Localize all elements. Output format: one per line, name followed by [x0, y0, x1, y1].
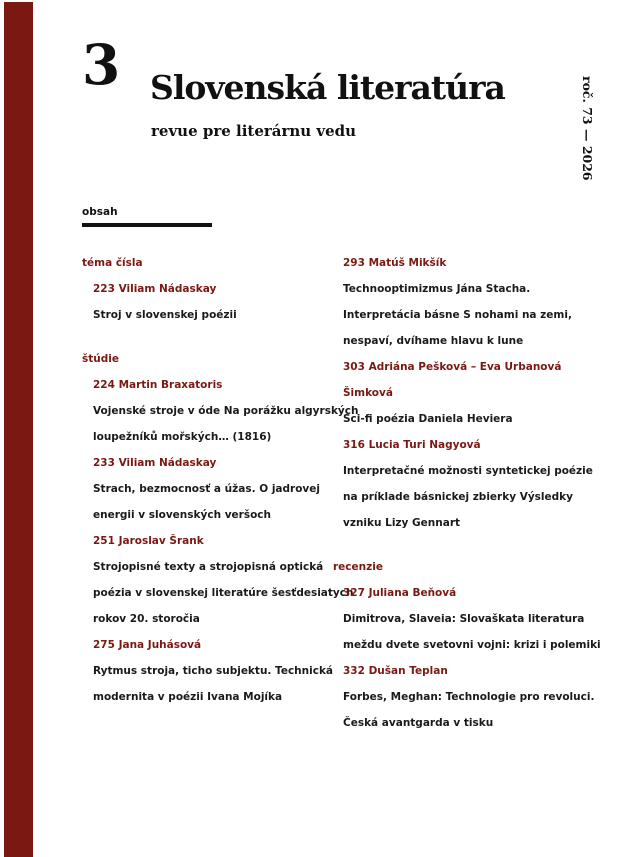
toc-author[interactable]: 233 Viliam Nádaskay	[93, 457, 217, 469]
toc-article-title[interactable]: Strojopisné texty a strojopisná optická	[93, 561, 324, 573]
toc-article-title[interactable]: na príklade básnickej zbierky Výsledky	[343, 491, 573, 503]
toc-author[interactable]: 293 Matúš Mikšík	[343, 257, 447, 269]
toc-article-title[interactable]: Interpretačné možnosti syntetickej poézie	[343, 465, 593, 477]
toc-article-title[interactable]: Sci-fi poézia Daniela Heviera	[343, 413, 513, 425]
toc-article-title[interactable]: Interpretácia básne S nohami na zemi,	[343, 309, 572, 321]
section-tema: téma čísla	[82, 257, 143, 269]
journal-title: Slovenská literatúra	[150, 68, 505, 107]
toc-author[interactable]: 332 Dušan Teplan	[343, 665, 448, 677]
toc-author[interactable]: 303 Adriána Pešková – Eva Urbanová	[343, 361, 562, 373]
toc-article-title[interactable]: loupežníků mořských… (1816)	[93, 431, 272, 443]
toc-divider	[82, 223, 212, 227]
toc-article-title[interactable]: vzniku Lizy Gennart	[343, 517, 461, 529]
toc-article-title[interactable]: nespaví, dvíhame hlavu k lune	[343, 335, 524, 347]
toc-article-title[interactable]: Stroj v slovenskej poézii	[93, 309, 237, 321]
section-recenzie: recenzie	[333, 561, 383, 573]
toc-article-title[interactable]: Strach, bezmocnosť a úžas. O jadrovej	[93, 483, 320, 495]
toc-article-title[interactable]: Vojenské stroje v óde Na porážku algyrských	[93, 405, 359, 417]
volume-label: roč. 73 — 2026	[580, 76, 595, 181]
spine-bar	[4, 2, 33, 857]
toc-article-title[interactable]: Rytmus stroja, ticho subjektu. Technická	[93, 665, 334, 677]
toc-article-title[interactable]: Technooptimizmus Jána Stacha.	[343, 283, 531, 295]
toc-author[interactable]: 327 Juliana Beňová	[343, 587, 457, 599]
toc-author[interactable]: 275 Jana Juhásová	[93, 639, 202, 651]
toc-author[interactable]: 316 Lucia Turi Nagyová	[343, 439, 481, 451]
toc-author[interactable]: Šimková	[343, 387, 393, 399]
toc-author[interactable]: 251 Jaroslav Šrank	[93, 535, 204, 547]
toc-article-title[interactable]: energii v slovenských veršoch	[93, 509, 272, 521]
toc-article-title[interactable]: poézia v slovenskej literatúre šesťdesiatych	[93, 587, 354, 599]
toc-article-title[interactable]: Dimitrova, Slaveia: Slovaškata literatura	[343, 613, 585, 625]
issue-number: 3	[82, 32, 121, 97]
toc-author[interactable]: 223 Viliam Nádaskay	[93, 283, 217, 295]
toc-label: obsah	[82, 206, 118, 218]
toc-article-title[interactable]: Forbes, Meghan: Technologie pro revoluci.	[343, 691, 595, 703]
toc-author[interactable]: 224 Martin Braxatoris	[93, 379, 223, 391]
toc-article-title[interactable]: Česká avantgarda v tisku	[343, 717, 494, 729]
toc-article-title[interactable]: modernita v poézii Ivana Mojíka	[93, 691, 283, 703]
toc-article-title[interactable]: meždu dvete svetovni vojni: krizi i polemiki	[343, 639, 601, 651]
journal-subtitle: revue pre literárnu vedu	[151, 122, 357, 140]
section-studie: štúdie	[82, 353, 119, 365]
toc-article-title[interactable]: rokov 20. storočia	[93, 613, 200, 625]
